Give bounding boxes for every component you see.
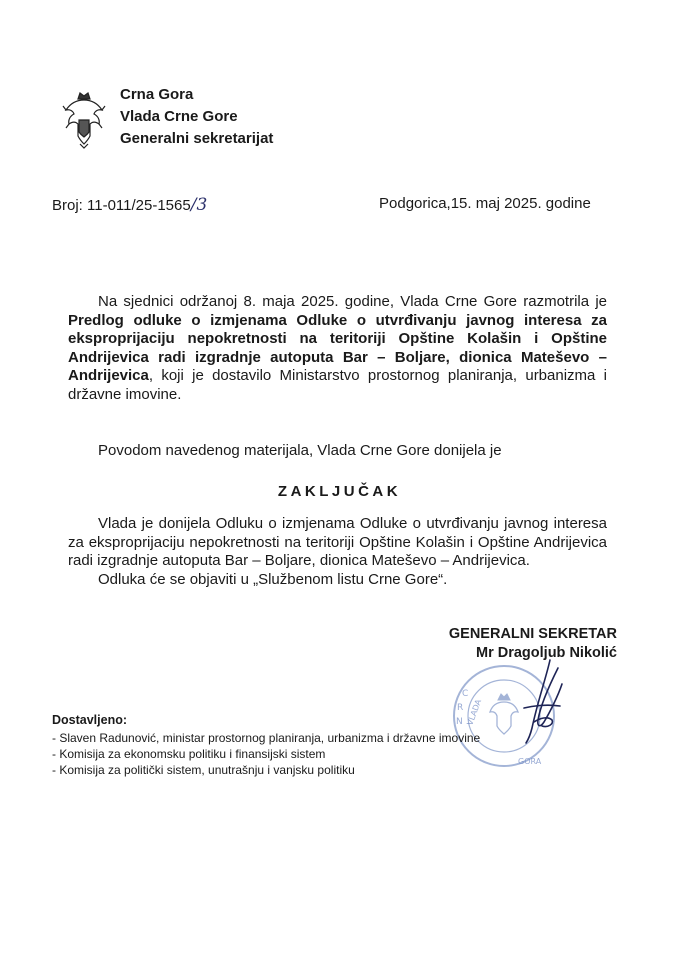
para1-outro: , koji je dostavilo Ministarstvo prostornog planiranja, urbanizma i državne imovine. — [68, 367, 607, 403]
handwritten-signature — [488, 648, 588, 748]
svg-text:GORA: GORA — [518, 757, 542, 766]
signatory-name: Mr Dragoljub Nikolić — [476, 645, 617, 661]
distribution-item: - Slaven Radunović, ministar prostornog planiranja, urbanizma i državne imovine — [52, 731, 481, 745]
distribution-list — [52, 730, 480, 778]
paragraph-adopted: Povodom navedenog materijala, Vlada Crne Gore donijela je — [98, 442, 502, 459]
org-country: Crna Gora — [120, 86, 194, 103]
paragraph-decision: Vlada je donijela Odluku o izmjenama Odluke o utvrđivanju javnog interesa za eksproprijaciju nepokretnosti na teritoriji Opštine Kolašin i Opštine Andrijevica radi izgradnje autoputa Bar – Boljare, dionica Mateševo – Andrijevica. — [68, 515, 607, 569]
distribution-title: Dostavljeno: — [52, 713, 128, 727]
paragraph-publication: Odluka će se objaviti u „Službenom listu Crne Gore“. — [98, 571, 448, 588]
document-number — [52, 195, 207, 215]
distribution-item: - Komisija za ekonomsku politiku i finansijski sistem — [52, 747, 326, 761]
svg-text:C: C — [462, 689, 469, 699]
montenegro-coat-of-arms-icon — [62, 90, 106, 150]
svg-text:N: N — [456, 717, 463, 727]
proposal-title: Predlog odluke o izmjenama Odluke o utvrđivanju javnog interesa za eksproprijaciju nepokretnosti na teritoriji Opštine Kolašin i Opštine Andrijevica radi izgradnje autoputa Bar – Boljare, dionica Mateševo – Andrijevica — [68, 311, 607, 384]
conclusion-heading: ZAKLJUČAK — [277, 483, 402, 500]
svg-text:VLADA: VLADA — [465, 698, 484, 727]
svg-text:R: R — [457, 703, 464, 713]
signatory-title: GENERALNI SEKRETAR — [448, 626, 617, 642]
reference-number: Broj: 11-011/25-1565 — [52, 197, 191, 214]
paragraph-session — [68, 293, 607, 404]
para1-intro: Na sjednici održanoj 8. maja 2025. godine, Vlada Crne Gore razmotrila je — [98, 293, 607, 310]
org-government: Vlada Crne Gore — [120, 108, 238, 125]
handwritten-suffix: /3 — [190, 195, 208, 215]
org-secretariat: Generalni sekretarijat — [120, 130, 274, 147]
organization-header — [120, 84, 273, 150]
place-and-date: Podgorica,15. maj 2025. godine — [379, 195, 591, 212]
distribution-item: - Komisija za politički sistem, unutrašnju i vanjsku politiku — [52, 763, 355, 777]
